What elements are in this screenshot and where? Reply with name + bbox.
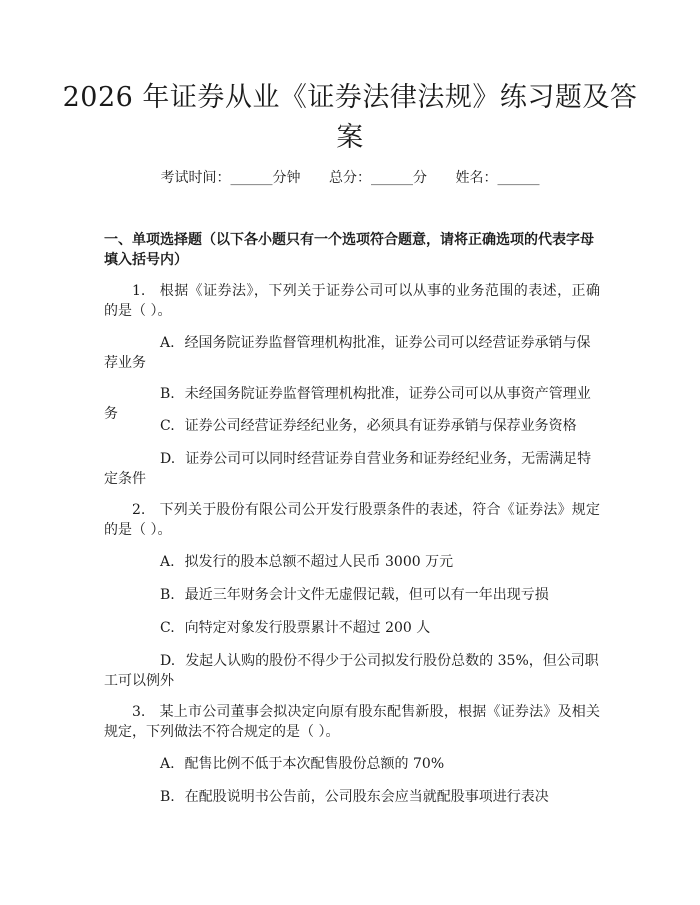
option-letter: D. bbox=[160, 451, 176, 467]
name-label: 姓名：______ bbox=[455, 170, 540, 186]
question-text: 根据《证券法》，下列关于证券公司可以从事的业务范围的表述，正确的是（ ）。 bbox=[104, 283, 600, 319]
total-score-label: 总分：______分 bbox=[329, 170, 427, 186]
option-letter: C. bbox=[160, 620, 175, 636]
question-1-option-c bbox=[104, 416, 600, 436]
option-letter: B. bbox=[160, 386, 175, 402]
exam-time-label: 考试时间：______分钟 bbox=[160, 170, 301, 186]
question-number: 3. bbox=[132, 704, 146, 720]
question-3-option-b bbox=[104, 787, 600, 807]
option-text: 未经国务院证券监督管理机构批准，证券公司可以从事资产管理业务 bbox=[104, 386, 591, 422]
option-letter: C. bbox=[160, 418, 175, 434]
option-text: 配售比例不低于本次配售股份总额的 70% bbox=[184, 756, 445, 772]
option-text: 拟发行的股本总额不超过人民币 3000 万元 bbox=[184, 554, 454, 570]
option-text: 发起人认购的股份不得少于公司拟发行股份总数的 35%，但公司职工可以例外 bbox=[104, 653, 599, 689]
option-letter: D. bbox=[160, 653, 176, 669]
exam-meta bbox=[0, 168, 700, 188]
option-text: 经国务院证券监督管理机构批准，证券公司可以经营证券承销与保荐业务 bbox=[104, 335, 591, 371]
option-letter: B. bbox=[160, 789, 175, 805]
option-text: 向特定对象发行股票累计不超过 200 人 bbox=[184, 620, 431, 636]
document-title: 2026 年证券从业《证券法律法规》练习题及答案 bbox=[62, 82, 638, 153]
question-2-option-c bbox=[104, 618, 600, 638]
question-2-option-d bbox=[104, 651, 600, 691]
option-letter: B. bbox=[160, 587, 175, 603]
question-3 bbox=[104, 702, 600, 742]
question-number: 2. bbox=[132, 502, 146, 518]
section-heading: 一、单项选择题（以下各小题只有一个选项符合题意，请将正确选项的代表字母填入括号内） bbox=[104, 232, 594, 268]
question-2-option-b bbox=[104, 585, 600, 605]
question-number: 1. bbox=[132, 283, 146, 299]
question-2-option-a bbox=[104, 552, 600, 572]
question-1 bbox=[104, 281, 600, 321]
question-text: 某上市公司董事会拟决定向原有股东配售新股，根据《证券法》及相关规定，下列做法不符合规定的是（ ）。 bbox=[104, 704, 600, 740]
question-1-option-a bbox=[104, 333, 600, 373]
option-letter: A. bbox=[160, 335, 175, 351]
option-letter: A. bbox=[160, 554, 175, 570]
option-text: 证券公司经营证券经纪业务，必须具有证券承销与保荐业务资格 bbox=[184, 418, 577, 434]
question-2 bbox=[104, 500, 600, 540]
question-3-option-a bbox=[104, 754, 600, 774]
option-text: 证券公司可以同时经营证券自营业务和证券经纪业务，无需满足特定条件 bbox=[104, 451, 592, 487]
question-text: 下列关于股份有限公司公开发行股票条件的表述，符合《证券法》规定的是（ ）。 bbox=[104, 502, 600, 538]
option-letter: A. bbox=[160, 756, 175, 772]
option-text: 在配股说明书公告前，公司股东会应当就配股事项进行表决 bbox=[184, 789, 549, 805]
question-1-option-d bbox=[104, 449, 600, 489]
option-text: 最近三年财务会计文件无虚假记载，但可以有一年出现亏损 bbox=[184, 587, 549, 603]
